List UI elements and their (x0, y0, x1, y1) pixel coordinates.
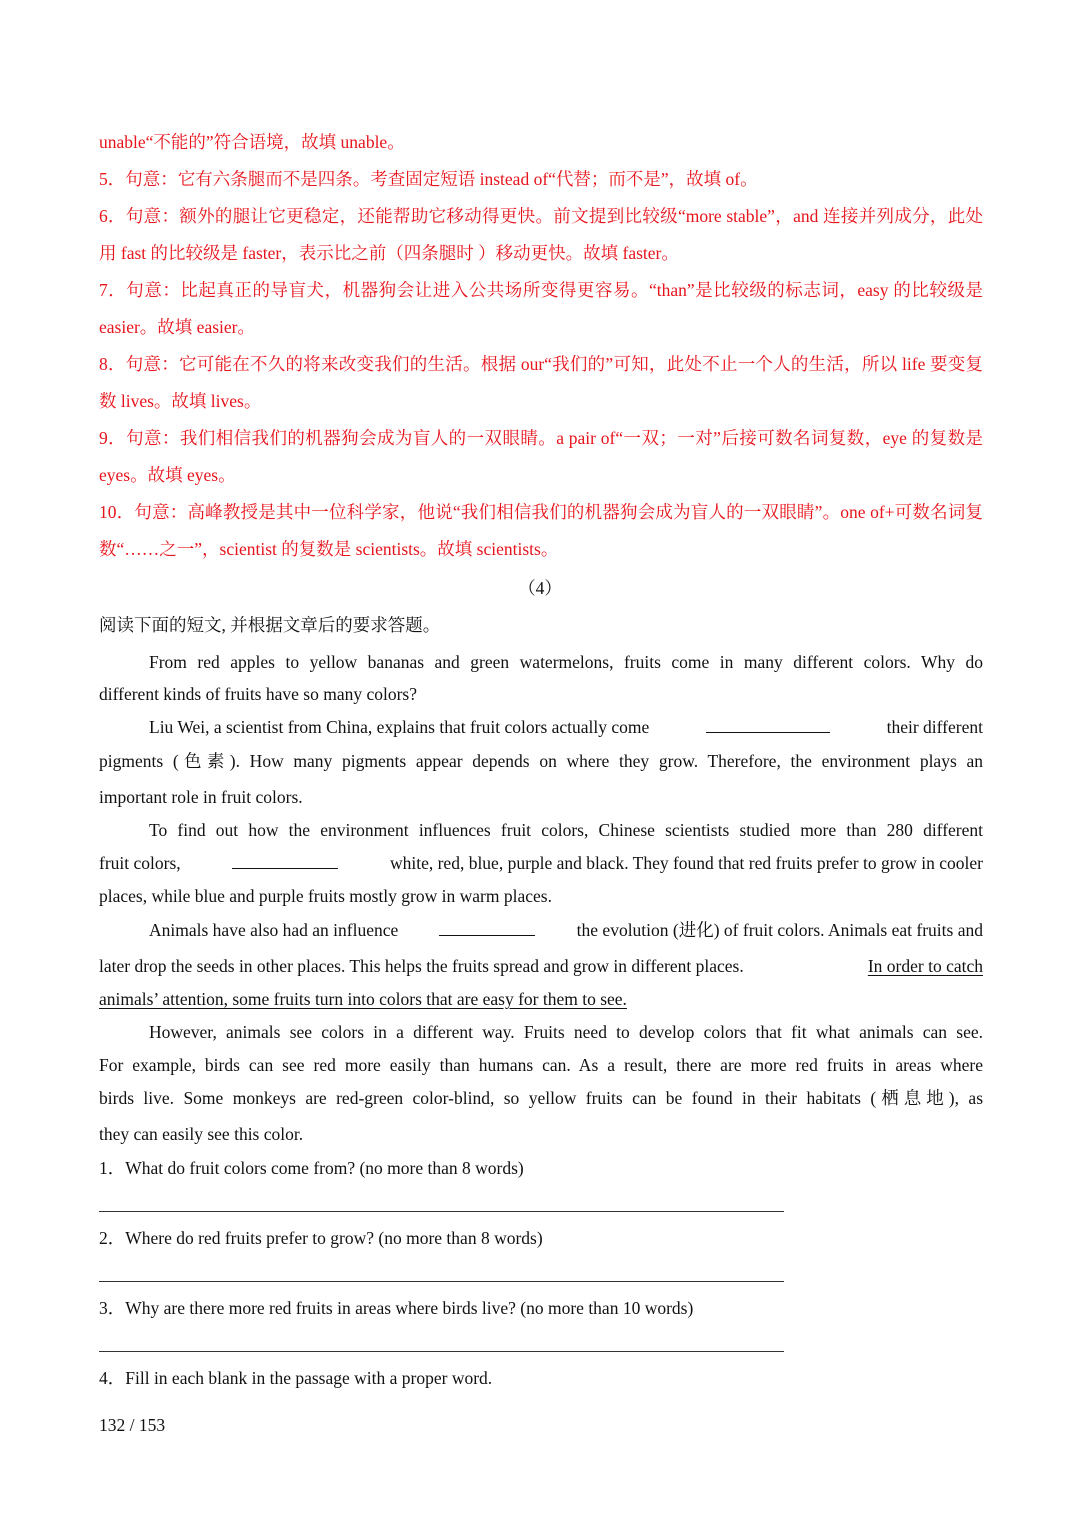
passage-line (99, 852, 983, 874)
passage-text: their different (886, 717, 983, 737)
blank-3 (439, 919, 535, 936)
answer-line-2[interactable] (99, 1281, 784, 1282)
answer-6: 6．句意：额外的腿让它更稳定，还能帮助它移动得更快。前文提到比较级“more stable”，and 连接并列成分，此处用 fast 的比较级是 faster，表示比之前（四条腿时 ）移动更快。故填 faster。 (99, 206, 983, 263)
answer-unable: unable“不能的”符合语境，故填 unable。 (99, 132, 405, 152)
passage-text: later drop the seeds in other places. This helps the fruits spread and grow in different places. (99, 956, 744, 976)
passage-text: Liu Wei, a scientist from China, explains that fruit colors actually come (149, 717, 650, 737)
passage-line: For example, birds can see red more easily than humans can. As a result, there are more red fruits in areas where (99, 1055, 983, 1075)
answer-10: 10．句意：高峰教授是其中一位科学家，他说“我们相信我们的机器狗会成为盲人的一双眼睛”。one of+可数名词复数“……之一”，scientist 的复数是 scientists。故填 scientists。 (99, 502, 983, 559)
answer-8: 8．句意：它可能在不久的将来改变我们的生活。根据 our“我们的”可知，此处不止一个人的生活，所以 life 要变复数 lives。故填 lives。 (99, 354, 983, 411)
answer-line-3[interactable] (99, 1351, 784, 1352)
section-number: （4） (518, 578, 562, 598)
passage-text: the evolution (进化) of fruit colors. Animals eat fruits and (576, 920, 983, 940)
passage-line: To find out how the environment influences fruit colors, Chinese scientists studied more than 280 different (149, 820, 983, 840)
instruction-text: 阅读下面的短文, 并根据文章后的要求答题。 (99, 615, 441, 635)
passage-line (99, 955, 983, 977)
passage-line: However, animals see colors in a different way. Fruits need to develop colors that fit what animals can see. (149, 1022, 983, 1042)
passage-text: fruit colors, (99, 853, 181, 873)
answer-line-1[interactable] (99, 1211, 784, 1212)
blank-2 (232, 852, 338, 869)
question-1: 1．What do fruit colors come from? (no more than 8 words) (99, 1158, 524, 1178)
question-4: 4．Fill in each blank in the passage with a proper word. (99, 1368, 493, 1388)
question-3: 3．Why are there more red fruits in areas where birds live? (no more than 10 words) (99, 1298, 694, 1318)
blank-1 (706, 716, 830, 733)
passage-line: different kinds of fruits have so many colors? (99, 684, 417, 704)
answer-9: 9．句意：我们相信我们的机器狗会成为盲人的一双眼睛。a pair of“一双；一对”后接可数名词复数，eye 的复数是 eyes。故填 eyes。 (99, 428, 983, 485)
passage-line: birds live. Some monkeys are red-green color-blind, so yellow fruits can be found in their habitats (栖息地), as (99, 1088, 983, 1108)
answer-7: 7．句意：比起真正的导盲犬，机器狗会让进入公共场所变得更容易。“than”是比较级的标志词，easy 的比较级是 easier。故填 easier。 (99, 280, 983, 337)
passage-line: pigments (色素). How many pigments appear depends on where they grow. Therefore, the environment plays an (99, 751, 983, 771)
underlined-sentence: animals’ attention, some fruits turn into colors that are easy for them to see. (99, 989, 627, 1009)
answer-5: 5．句意：它有六条腿而不是四条。考查固定短语 instead of“代替；而不是”，故填 of。 (99, 169, 758, 189)
page-number: 132 / 153 (99, 1415, 166, 1435)
passage-text: Animals have also had an influence (149, 920, 399, 940)
passage-line (149, 716, 983, 738)
passage-line: important role in fruit colors. (99, 787, 303, 807)
underlined-sentence: In order to catch (867, 956, 983, 976)
passage-line (149, 919, 983, 941)
passage-line: From red apples to yellow bananas and green watermelons, fruits come in many different colors. Why do (149, 652, 983, 672)
passage-line: places, while blue and purple fruits mostly grow in warm places. (99, 886, 552, 906)
question-2: 2．Where do red fruits prefer to grow? (no more than 8 words) (99, 1228, 543, 1248)
passage-line: they can easily see this color. (99, 1124, 304, 1144)
passage-text: white, red, blue, purple and black. They found that red fruits prefer to grow in cooler (389, 853, 983, 873)
